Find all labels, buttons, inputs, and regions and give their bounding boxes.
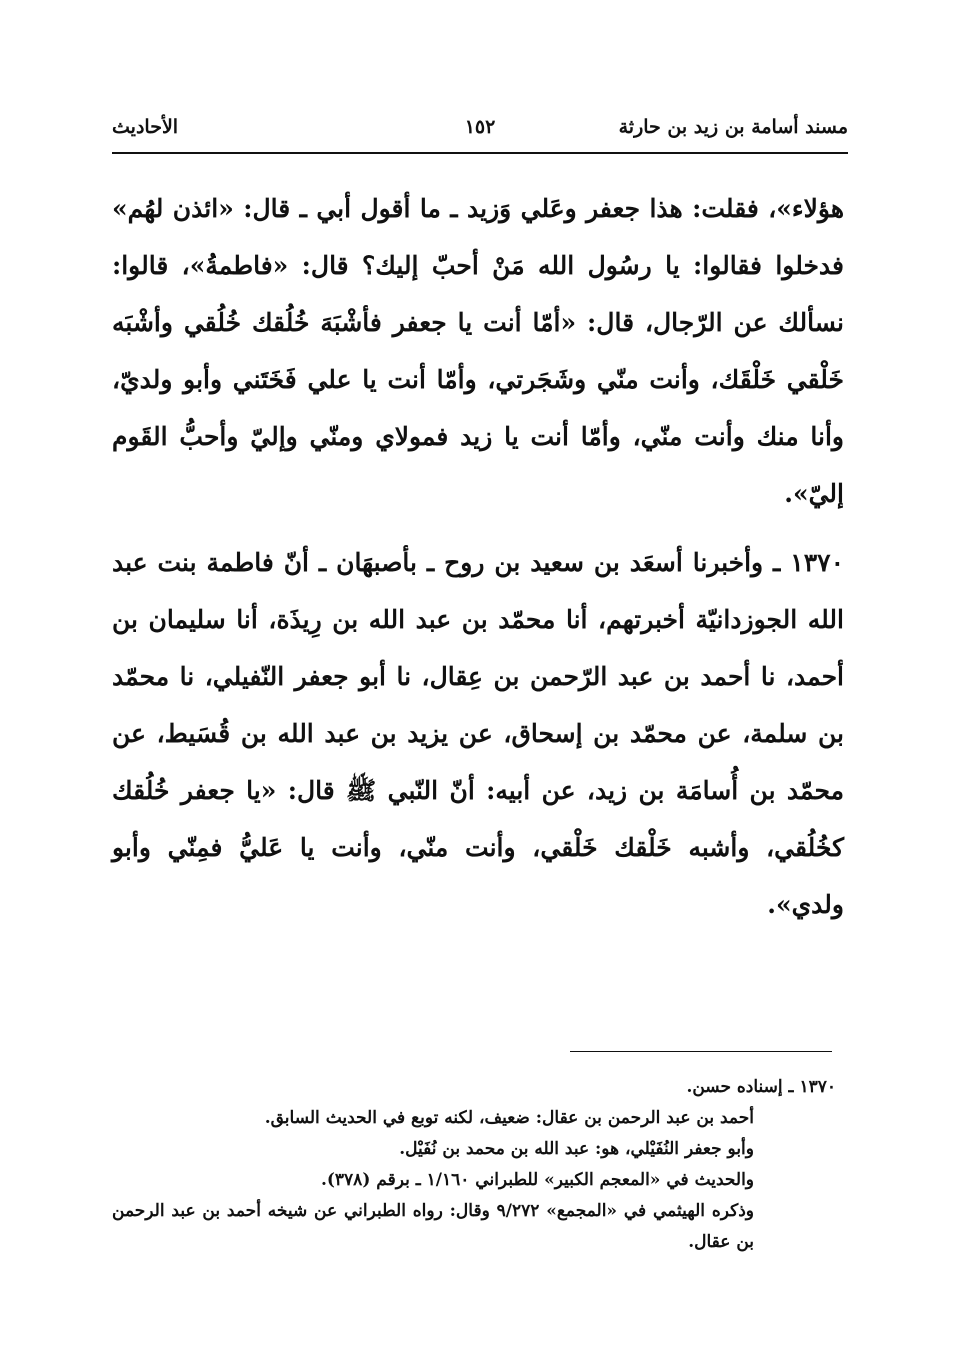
footnote-line: والحديث في «المعجم الكبير» للطبراني ١/١٦٠ ـ برقم (٣٧٨). bbox=[320, 1170, 754, 1190]
running-header bbox=[112, 116, 848, 148]
main-text bbox=[112, 180, 844, 933]
footnote-line: وذكره الهيثمي في «المجمع» ٩/٢٧٢ وقال: رواه الطبراني عن شيخه أحمد بن عبد الرحمن بن عقال. bbox=[112, 1201, 754, 1252]
footnotes bbox=[112, 1072, 836, 1258]
footnote-line: أحمد بن عبد الرحمن بن عقال: ضعيف، لكنه توبع في الحديث السابق. bbox=[264, 1108, 754, 1128]
paragraph-1: هؤلاء»، فقلت: هذا جعفر وعَلي وَزيد ـ ما أقول أبي ـ قال: «ائذن لهُم» فدخلوا فقالوا: يا رسُول الله مَنْ أحبّ إليك؟ قال: «فاطمةُ»، قالوا: نسألك عن الرّجال، قال: «أمّا أنت يا جعفر فأشْبَهَ خُلُقك خُلُقي وأشْبَه خَلْقي خَلْقَك، وأنت منّي وشَجَرتي، وأمّا أنت يا علي فَخَتَني وأبو ولديّ، وأنا منك وأنت منّي، وأمّا أنت يا زيد فمولاي ومنّي وإليّ وأحبُّ القَوم إليّ». bbox=[112, 194, 844, 508]
paragraph-hadith-1370: ١٣٧٠ ـ وأخبرنا أسعَد بن سعيد بن روح ـ بأصبهَان ـ أنّ فاطمة بنت عبد الله الجوزدانيّة أخبرتهم، أنا محمّد بن عبد الله بن رِيذَة، أنا سليمان بن أحمد، نا أحمد بن عبد الرّحمن بن عِقال، نا أبو جعفر النّفيلي، نا محمّد بن سلمة، عن محمّد بن إسحاق، عن يزيد بن عبد الله بن قُسَيط، عن محمّد بن أُسامَة بن زيد، عن أبيه: أنّ النّبي ﷺ قال: «يا جعفر خُلُقك كخُلُقي، وأشبه خَلْقك خَلْقي، وأنت منّي، وأنت يا عَليُّ فمِنّي وأبو ولدي». bbox=[112, 548, 844, 919]
page-number: ١٥٢ bbox=[464, 116, 496, 138]
header-rule bbox=[112, 152, 848, 154]
header-section-title: الأحاديث bbox=[112, 116, 179, 138]
footnote-line: وأبو جعفر النُفَيْلي، هو: عبد الله بن محمد بن نُفَيْل. bbox=[399, 1139, 754, 1159]
header-book-title: مسند أسامة بن زيد بن حارثة bbox=[618, 116, 848, 138]
footnote-rule bbox=[570, 1051, 832, 1052]
footnote-line: ١٣٧٠ ـ إسناده حسن. bbox=[686, 1077, 836, 1097]
